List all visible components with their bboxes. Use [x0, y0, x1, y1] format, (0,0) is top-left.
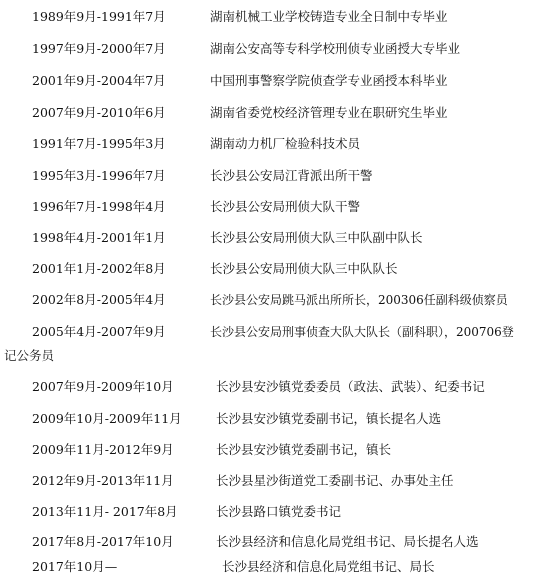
entry-period: 2009年10月-2009年11月 — [32, 411, 182, 426]
entry-period: 1996年7月-1998年4月 — [32, 199, 166, 214]
entry-description: 长沙县公安局刑侦大队三中队副中队长 — [210, 230, 423, 245]
entry-period: 2007年9月-2010年6月 — [32, 105, 166, 120]
entry-description: 湖南机械工业学校铸造专业全日制中专毕业 — [210, 9, 448, 24]
entry-period: 2007年9月-2009年10月 — [32, 379, 174, 394]
entry-period: 1989年9月-1991年7月 — [32, 9, 166, 24]
entry-description: 长沙县路口镇党委书记 — [216, 504, 342, 519]
entry-description: 长沙县安沙镇党委副书记，镇长提名人选 — [216, 411, 442, 426]
entry-description: 湖南公安高等专科学校刑侦专业函授大专毕业 — [210, 41, 461, 56]
entry-description-continuation: 记公务员 — [4, 348, 55, 363]
entry-period: 2001年1月-2002年8月 — [32, 261, 166, 276]
entry-period: 2002年8月-2005年4月 — [32, 292, 166, 307]
entry-description: 长沙县公安局跳马派出所所长，200306任副科级侦察员 — [210, 293, 508, 307]
entry-period: 2017年8月-2017年10月 — [32, 534, 174, 549]
entry-description: 长沙县星沙街道党工委副书记、办事处主任 — [216, 473, 454, 488]
entry-period: 2009年11月-2012年9月 — [32, 442, 174, 457]
entry-description: 长沙县公安局刑侦大队干警 — [210, 199, 361, 214]
entry-description: 长沙县安沙镇党委副书记，镇长 — [216, 442, 392, 457]
entry-period: 1998年4月-2001年1月 — [32, 230, 166, 245]
entry-period: 1997年9月-2000年7月 — [32, 41, 166, 56]
entry-period: 1995年3月-1996年7月 — [32, 168, 166, 183]
entry-description: 中国刑事警察学院侦查学专业函授本科毕业 — [210, 73, 448, 88]
entry-description: 长沙县经济和信息化局党组书记、局长提名人选 — [216, 534, 479, 549]
entry-description: 长沙县公安局江背派出所干警 — [210, 168, 373, 183]
entry-description: 长沙县经济和信息化局党组书记、局长 — [222, 559, 435, 574]
entry-description: 长沙县安沙镇党委委员（政法、武装）、纪委书记 — [216, 379, 485, 394]
entry-period: 2005年4月-2007年9月 — [32, 324, 166, 339]
entry-period: 1991年7月-1995年3月 — [32, 136, 166, 151]
entry-description: 湖南动力机厂检验科技术员 — [210, 136, 361, 151]
entry-period: 2012年9月-2013年11月 — [32, 473, 174, 488]
entry-period: 2001年9月-2004年7月 — [32, 73, 166, 88]
entry-period: 2017年10月— — [32, 559, 118, 574]
entry-description: 长沙县公安局刑侦大队三中队队长 — [210, 261, 398, 276]
entry-period: 2013年11月- 2017年8月 — [32, 504, 178, 519]
entry-description: 长沙县公安局刑事侦查大队大队长（副科职），200706登 — [210, 325, 514, 339]
entry-description: 湖南省委党校经济管理专业在职研究生毕业 — [210, 105, 448, 120]
